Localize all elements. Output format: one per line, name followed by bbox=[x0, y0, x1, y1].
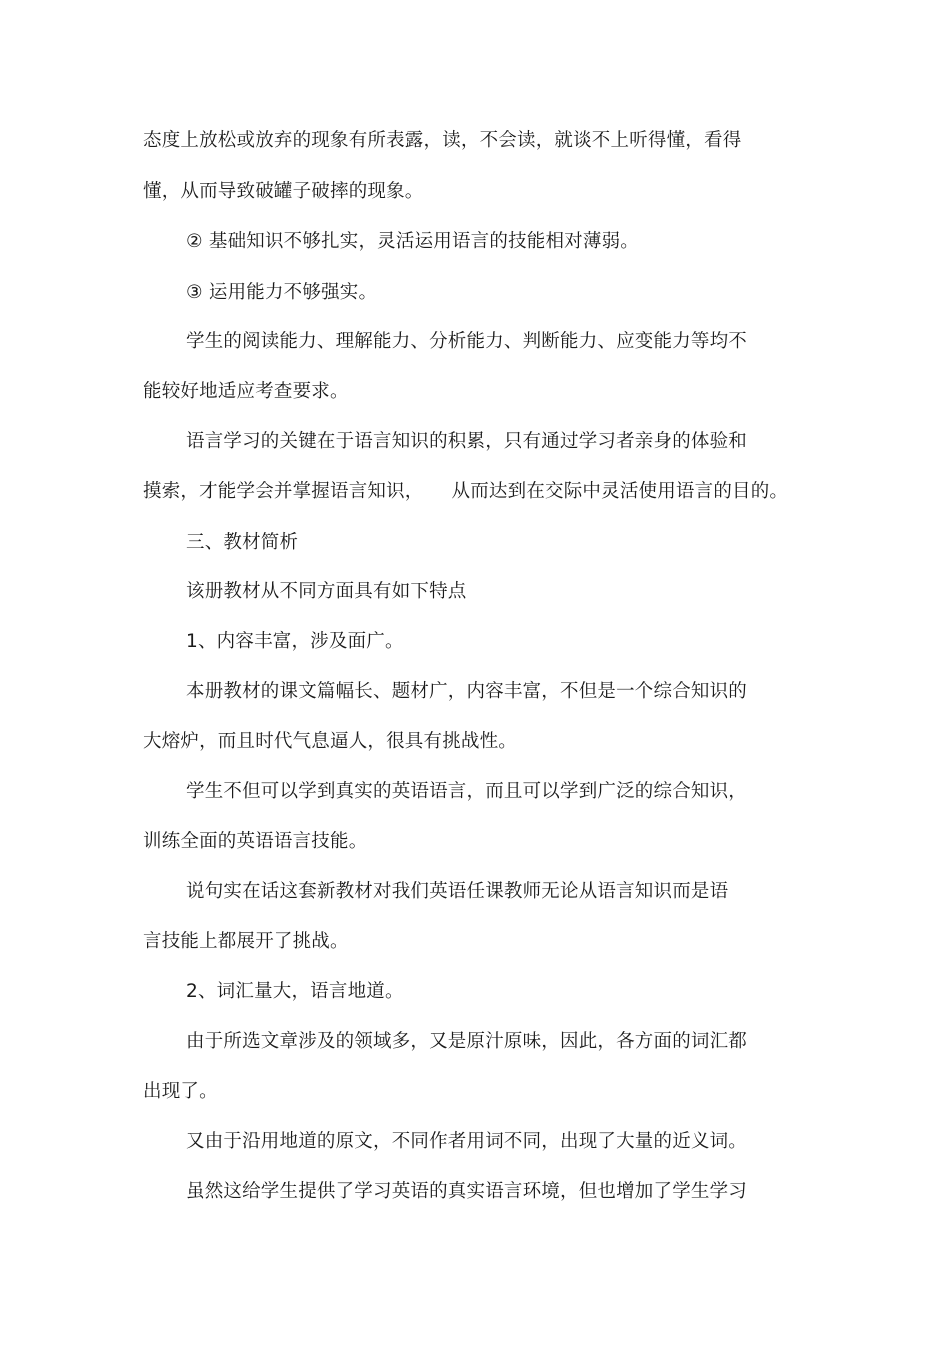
text-line: 由于所选文章涉及的领域多，又是原汁原味，因此，各方面的词汇都 bbox=[186, 1031, 748, 1052]
text-line: 出现了。 bbox=[143, 1081, 218, 1102]
section-heading: 三、教材简析 bbox=[186, 532, 299, 553]
text-line: 大熔炉，而且时代气息逼人，很具有挑战性。 bbox=[143, 731, 518, 752]
text-line: 懂，从而导致破罐子破摔的现象。 bbox=[143, 181, 424, 202]
text-line: 语言学习的关键在于语言知识的积累，只有通过学习者亲身的体验和 bbox=[186, 431, 748, 452]
text-line: 又由于沿用地道的原文，不同作者用词不同，出现了大量的近义词。 bbox=[186, 1131, 748, 1152]
text-line: 学生的阅读能力、理解能力、分析能力、判断能力、应变能力等均不 bbox=[186, 331, 748, 352]
subsection-heading: 2、词汇量大，语言地道。 bbox=[186, 981, 404, 1002]
list-item: ③ 运用能力不够强实。 bbox=[186, 282, 378, 303]
list-item: ② 基础知识不够扎实，灵活运用语言的技能相对薄弱。 bbox=[186, 231, 639, 252]
text-line: 学生不但可以学到真实的英语语言，而且可以学到广泛的综合知识， bbox=[186, 781, 748, 802]
text-line: 言技能上都展开了挑战。 bbox=[143, 931, 349, 952]
subsection-heading: 1、内容丰富，涉及面广。 bbox=[186, 631, 404, 652]
text-line: 虽然这给学生提供了学习英语的真实语言环境，但也增加了学生学习 bbox=[186, 1181, 748, 1202]
text-segment: 从而达到在交际中灵活使用语言的目的。 bbox=[451, 481, 789, 502]
text-line: 说句实在话这套新教材对我们英语任课教师无论从语言知识而是语 bbox=[186, 881, 729, 902]
text-line: 能较好地适应考查要求。 bbox=[143, 381, 349, 402]
text-segment: 摸索，才能学会并掌握语言知识， bbox=[143, 481, 424, 502]
text-line: 本册教材的课文篇幅长、题材广，内容丰富，不但是一个综合知识的 bbox=[186, 681, 748, 702]
text-line: 训练全面的英语语言技能。 bbox=[143, 831, 368, 852]
text-line bbox=[143, 480, 788, 504]
text-line: 态度上放松或放弃的现象有所表露，读，不会读，就谈不上听得懂，看得 bbox=[143, 130, 742, 151]
text-line: 该册教材从不同方面具有如下特点 bbox=[186, 581, 467, 602]
